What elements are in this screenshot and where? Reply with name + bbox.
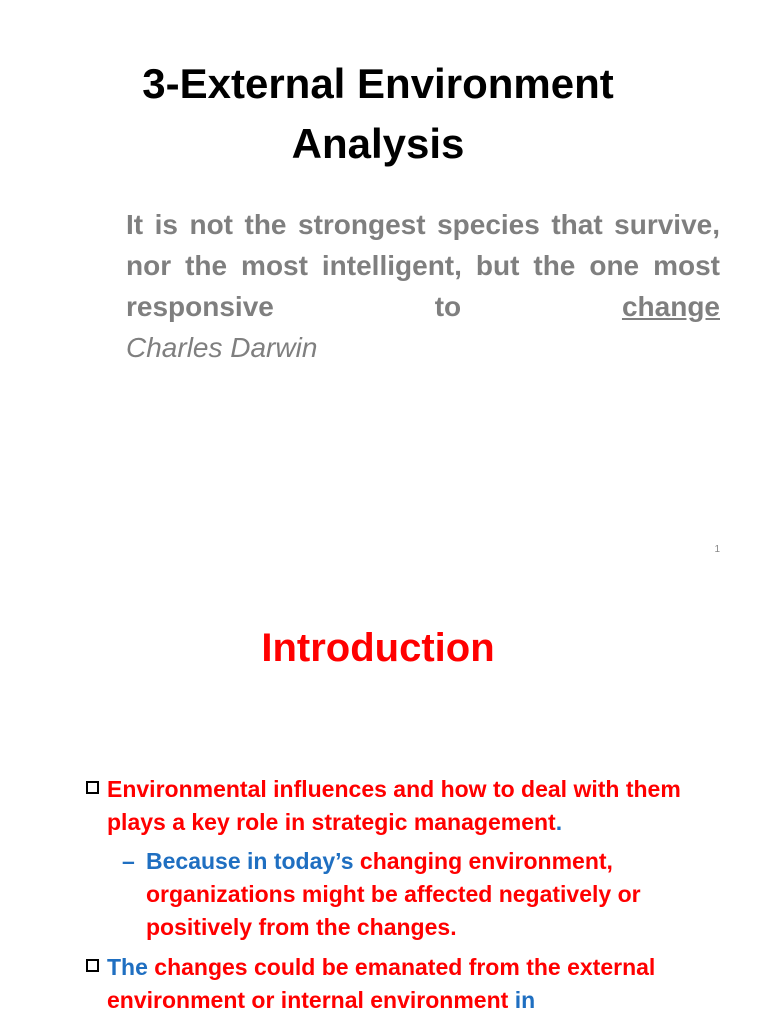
checkbox-bullet-icon	[86, 781, 99, 794]
slide-title: Introduction	[261, 626, 495, 670]
bullet-text	[86, 773, 706, 839]
slide-title	[0, 54, 756, 174]
checkbox-bullet-icon	[86, 959, 99, 972]
title-line-1: 3-External Environment	[142, 60, 614, 107]
bullet-2-text: changes could be emanated from the external environment or internal environment	[107, 954, 656, 1013]
title-line-2: Analysis	[291, 120, 465, 167]
slide-2	[0, 568, 768, 1024]
dash-bullet-icon: –	[122, 848, 135, 874]
quote-text: It is not the strongest species that survive, nor the most intelligent, but the one most responsive to	[126, 209, 720, 322]
bullet-1-period: .	[555, 809, 563, 835]
darwin-quote	[126, 204, 720, 327]
sub-bullet-red-text: changing environment, organizations might be affected negatively or positively from the changes.	[146, 848, 641, 940]
bullet-item-1	[86, 773, 706, 839]
sub-bullet-item	[122, 845, 682, 944]
quote-underlined-word: change	[621, 291, 720, 322]
bullet-2-blue-end: in	[514, 987, 536, 1013]
sub-bullet-blue-text: Because in today’s	[146, 848, 354, 874]
sub-bullet-text	[122, 845, 682, 944]
bullet-1-text: Environmental influences and how to deal with them plays a key role in strategic management	[107, 776, 681, 835]
bullet-item-2	[86, 951, 706, 1017]
bullet-2-blue-text: The	[107, 954, 148, 980]
quote-author: Charles Darwin	[126, 332, 318, 363]
bullet-text	[86, 951, 706, 1017]
page-number: 1	[714, 544, 720, 555]
